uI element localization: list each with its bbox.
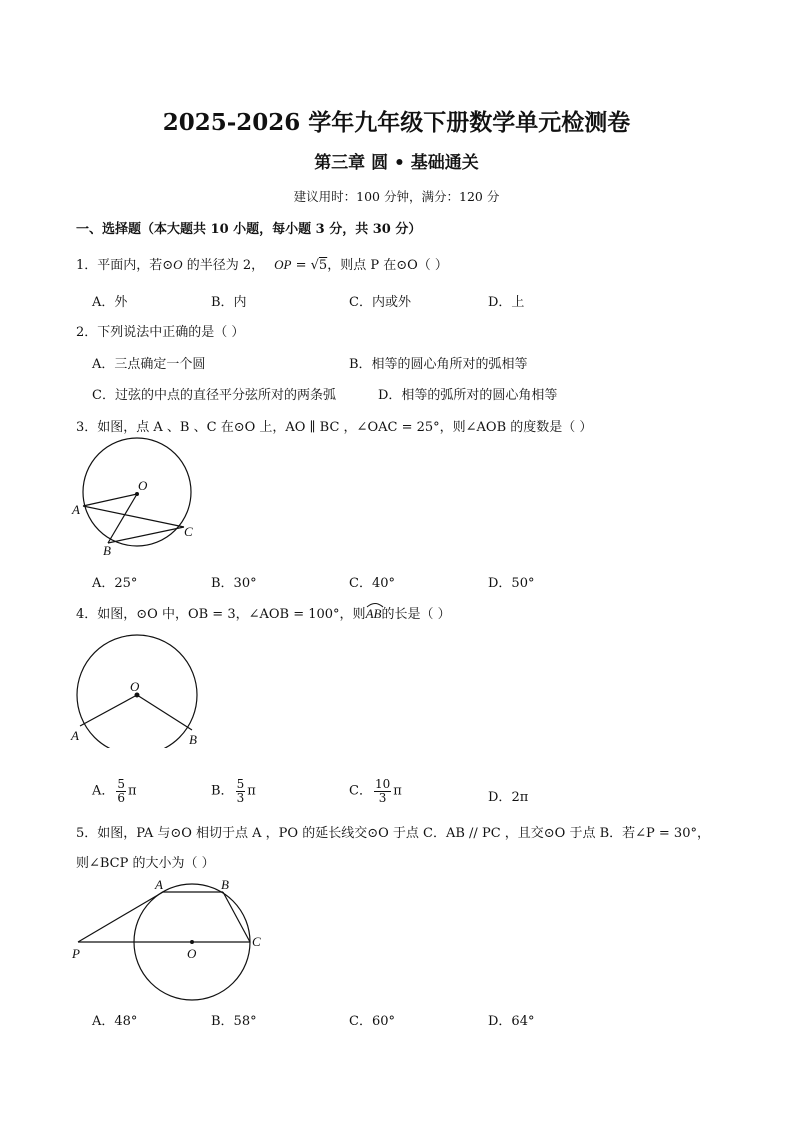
- q2-option-a[interactable]: A．三点确定一个圆: [92, 357, 206, 372]
- q3-option-c[interactable]: C．40°: [349, 576, 395, 591]
- q5-center-point: [190, 940, 194, 944]
- q3-label-o: O: [138, 478, 148, 493]
- q2-option-c[interactable]: C．过弦的中点的直径平分弦所对的两条弧: [92, 388, 336, 403]
- arc-mark-icon: [366, 602, 384, 608]
- q3-label-c: C: [184, 524, 193, 539]
- time-note: 建议用时：100 分钟，满分：120 分: [293, 189, 500, 204]
- question-2-stem: 2．下列说法中正确的是（ ）: [76, 325, 245, 340]
- q4-figure: [68, 632, 208, 748]
- q2-option-b[interactable]: B．相等的圆心角所对的弧相等: [349, 357, 528, 372]
- fraction: $\frac{10}{3}$: [374, 777, 391, 805]
- q5-label-o: O: [187, 946, 197, 961]
- q3-segment-ac: [83, 506, 184, 527]
- q4-label-b: B: [189, 732, 197, 747]
- q1-option-c[interactable]: C．内或外: [349, 295, 411, 310]
- q2-option-d[interactable]: D．相等的弧所对的圆心角相等: [378, 388, 558, 403]
- q5-figure: [68, 874, 278, 1004]
- q4-option-a[interactable]: A． $\frac{5}{6}$ π: [92, 777, 137, 805]
- q3-figure: [68, 436, 198, 558]
- page-subtitle: 第三章 圆 • 基础通关: [314, 153, 479, 173]
- q1-option-b[interactable]: B．内: [211, 295, 247, 310]
- question-5-stem-line1: 5．如图，PA 与⊙O 相切于点 A ，PO 的延长线交⊙O 于点 C．AB // PC ，且交⊙O 于点 B．若∠P = 30°，: [76, 826, 710, 841]
- q1-option-a[interactable]: A．外: [92, 295, 128, 310]
- q5-option-a[interactable]: A．48°: [92, 1014, 138, 1029]
- q4-label-a: A: [71, 728, 79, 743]
- page-title: 2025-2026 学年九年级下册数学单元检测卷: [162, 109, 631, 136]
- q4-segment-oa: [80, 695, 137, 726]
- q5-option-c[interactable]: C．60°: [349, 1014, 395, 1029]
- question-1-stem: 1．平面内，若⊙O 的半径为 2， OP = √5，则点 P 在⊙O（ ）: [76, 257, 448, 273]
- q4-label-o: O: [130, 679, 140, 694]
- q5-option-d[interactable]: D．64°: [488, 1014, 535, 1029]
- fraction: $\frac{5}{6}$: [117, 777, 126, 805]
- q5-segment-bc: [223, 892, 250, 942]
- q1-option-d[interactable]: D．上: [488, 295, 525, 310]
- q4-option-c[interactable]: C． $\frac{10}{3}$ π: [349, 777, 402, 805]
- q3-option-a[interactable]: A．25°: [92, 576, 138, 591]
- q3-label-a: A: [72, 502, 80, 517]
- question-4-stem: 4．如图，⊙O 中，OB = 3，∠AOB = 100°，则 AB的长是（ ）: [76, 603, 451, 622]
- fraction: $\frac{5}{3}$: [236, 777, 245, 805]
- q3-segment-bc: [108, 527, 184, 543]
- q3-option-d[interactable]: D．50°: [488, 576, 535, 591]
- q3-label-b: B: [103, 543, 111, 558]
- q3-segment-ao: [83, 494, 137, 506]
- q5-label-p: P: [72, 946, 80, 961]
- sqrt-symbol: √: [310, 258, 319, 273]
- q5-label-b: B: [221, 877, 229, 892]
- q5-option-b[interactable]: B．58°: [211, 1014, 257, 1029]
- q5-segment-pa: [78, 892, 163, 942]
- question-5-stem-line2: 则∠BCP 的大小为（ ）: [76, 856, 215, 871]
- q5-label-c: C: [252, 934, 261, 949]
- q4-option-b[interactable]: B． $\frac{5}{3}$ π: [211, 777, 256, 805]
- section-title: 一、选择题（本大题共 10 小题，每小题 3 分，共 30 分）: [76, 222, 422, 237]
- arc-ab: AB: [366, 606, 382, 622]
- q4-option-d[interactable]: D．2π: [488, 790, 529, 805]
- question-3-stem: 3．如图，点 A 、B 、C 在⊙O 上，AO ∥ BC ，∠OAC = 25°，则∠AOB 的度数是（ ）: [76, 420, 593, 435]
- q3-option-b[interactable]: B．30°: [211, 576, 257, 591]
- q4-segment-ob: [137, 695, 192, 730]
- q3-segment-ob: [108, 494, 137, 543]
- q5-label-a: A: [155, 877, 163, 892]
